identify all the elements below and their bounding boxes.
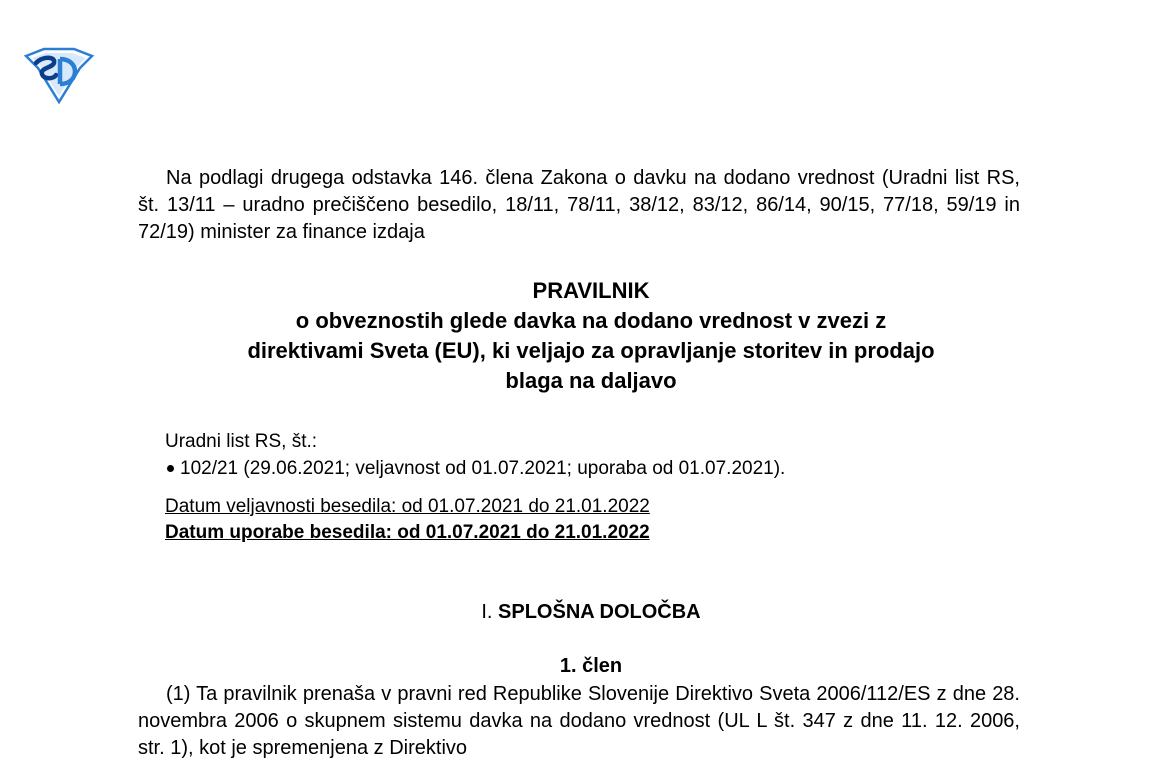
gazette-entry-row [165, 455, 1025, 482]
validity-date-text: Datum veljavnosti besedila: od 01.07.2021 do 21.01.2022 [165, 496, 650, 517]
sd-shield-logo-icon [22, 46, 96, 104]
application-date-text: Datum uporabe besedila: od 01.07.2021 do 21.01.2022 [165, 522, 650, 543]
validity-block [165, 494, 1025, 546]
title-line-3: direktivami Sveta (EU), ki veljajo za opravljanje storitev in prodajo [247, 338, 935, 363]
section-heading [138, 598, 1044, 626]
title-line-1: PRAVILNIK [532, 278, 650, 303]
gazette-entry: 102/21 (29.06.2021; veljavnost od 01.07.2021; uporaba od 01.07.2021). [180, 458, 786, 479]
article-paragraph: (1) Ta pravilnik prenaša v pravni red Republike Slovenije Direktivo Sveta 2006/112/ES z dne 28. novembra 2006 o skupnem sistemu davka na dodano vrednost (UL L št. 347 z dne 11. 12. 2006, str. 1), kot je spremenjena z Direktivo [138, 683, 1020, 759]
gazette-block [165, 428, 1025, 482]
title-line-4: blaga na daljavo [505, 368, 677, 393]
article-heading: 1. člen [559, 655, 623, 677]
title-line-2: o obveznostih glede davka na dodano vrednost v zvezi z [295, 308, 887, 333]
intro-paragraph: Na podlagi drugega odstavka 146. člena Zakona o davku na dodano vrednost (Uradni list RS, št. 13/11 – uradno prečiščeno besedilo, 18/11, 78/11, 38/12, 83/12, 86/14, 90/15, 77/18, 59/19 in 72/19) minister za finance izdaja [138, 167, 1020, 243]
gazette-label: Uradni list RS, št.: [165, 431, 318, 452]
section-title: SPLOŠNA DOLOČBA [498, 601, 701, 623]
section-numeral: I. [481, 601, 493, 623]
bullet-icon [167, 465, 174, 472]
document-title [138, 276, 1044, 396]
